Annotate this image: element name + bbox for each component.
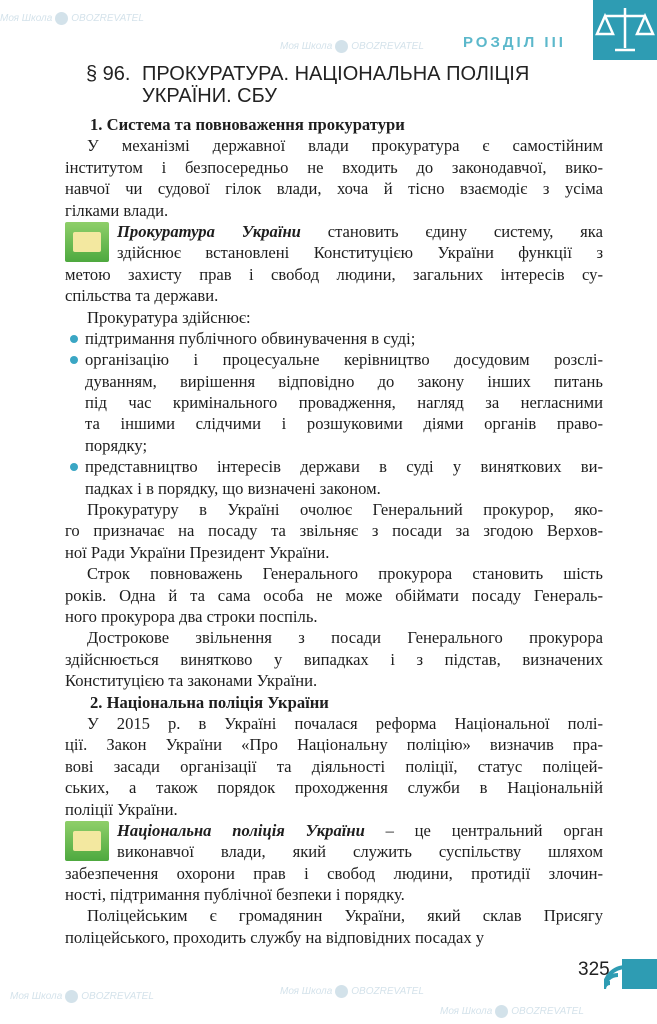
line-text: – це центральний орган [364, 820, 603, 840]
line-text: Прокуратура здійснює: [87, 307, 251, 327]
text-line [65, 157, 603, 178]
text-line [65, 863, 603, 884]
text-line [65, 649, 603, 670]
text-line [65, 841, 603, 862]
text-line [65, 670, 603, 691]
watermark: Моя Школа OBOZREVATEL [280, 41, 424, 53]
line-text: здійснюється винятково у випадках і з підстав, визначених [65, 649, 603, 669]
bullet-item-line [65, 456, 603, 477]
bullet-item-line [65, 349, 603, 370]
line-text: У механізмі державної влади прокуратура є самостійним [87, 136, 603, 156]
line-text: забезпечення охорони прав і свобод людини, протидії злочин- [65, 863, 603, 883]
definition-term: Прокуратура України [117, 221, 301, 241]
text-line [65, 734, 603, 755]
text-line [65, 200, 603, 221]
section-heading: 2. Національна поліція України [90, 692, 329, 712]
page-number: 325 [578, 959, 610, 980]
line-text: гілками влади. [65, 200, 169, 220]
bullet-item-line [65, 478, 603, 499]
section-corner-tab [593, 0, 657, 60]
title-line-2: УКРАЇНИ. СБУ [142, 85, 277, 107]
line-text: організацію і процесуальне керівництво досудовим розслі- [85, 350, 603, 370]
line-text: поліції України. [65, 799, 178, 819]
bullet-item-line [65, 371, 603, 392]
line-text: го призначає на посаду та звільняє з посади за згодою Верхов- [65, 521, 603, 541]
text-line [65, 606, 603, 627]
bullet-item-line [65, 435, 603, 456]
line-text: та іншими слідчими і розшуковими діями органів право- [85, 414, 603, 434]
line-text: здійснює встановлені Конституцією України функції з [117, 243, 603, 263]
text-line [65, 756, 603, 777]
line-text: ських, а також порядок проходження служби в Національній [65, 778, 603, 798]
watermark: Моя Школа OBOZREVATEL [280, 986, 424, 998]
scales-icon [593, 0, 657, 60]
text-line [65, 927, 603, 948]
line-text: У 2015 р. в Україні почалася реформа Національної полі- [87, 713, 603, 733]
text-line [65, 884, 603, 905]
line-text: падках і в порядку, що визначені законом. [85, 478, 381, 498]
text-line [65, 905, 603, 926]
line-text: представництво інтересів держави в суді у виняткових ви- [85, 457, 603, 477]
line-text: під час кримінального провадження, нагляд за негласними [85, 393, 603, 413]
section-label: РОЗДІЛ III [463, 34, 566, 51]
text-line [65, 221, 603, 242]
text-line [65, 627, 603, 648]
line-text: ції. Закон України «Про Національну поліцію» визначив пра- [65, 735, 603, 755]
text-line [65, 178, 603, 199]
line-text: виконавчої влади, який служить суспільству шляхом [117, 842, 603, 862]
text-line [65, 713, 603, 734]
text-line [65, 307, 603, 328]
watermark: Моя Школа OBOZREVATEL [440, 1006, 584, 1018]
line-text: ної Ради України Президент України. [65, 542, 330, 562]
text-line [65, 285, 603, 306]
text-line [65, 135, 603, 156]
text-line [65, 520, 603, 541]
line-text: Дострокове звільнення з посади Генерального прокурора [87, 628, 603, 648]
text-line [65, 499, 603, 520]
line-text: становить єдину систему, яка [300, 221, 603, 241]
paragraph-number: § 96. [86, 63, 131, 85]
line-text: Прокуратуру в Україні очолює Генеральний прокурор, яко- [87, 500, 603, 520]
watermark: Моя Школа OBOZREVATEL [10, 991, 154, 1003]
text-line [65, 542, 603, 563]
line-text: Строк повноважень Генерального прокурора становить шість [87, 564, 603, 584]
line-text: метою захисту прав і свобод людини, загальних інтересів су- [65, 264, 603, 284]
law-book-icon [65, 222, 109, 262]
line-text: спільства та держави. [65, 286, 219, 306]
line-text: підтримання публічного обвинувачення в суді; [85, 328, 416, 348]
bullet-item-line [65, 392, 603, 413]
page-title [86, 63, 606, 107]
text-line [65, 585, 603, 606]
text-line [65, 820, 603, 841]
text-line [65, 563, 603, 584]
watermark: Моя Школа OBOZREVATEL [0, 13, 144, 25]
line-text: навчої чи судової гілок влади, хоча й тісно взаємодіє з усіма [65, 179, 603, 199]
bullet-icon [70, 463, 78, 471]
text-line [65, 799, 603, 820]
line-text: вові засади організації та діяльності поліції, статус поліцей- [65, 756, 603, 776]
definition-term: Національна поліція України [117, 820, 365, 840]
line-text: поліцейського, проходить службу на відповідних посадах у [65, 927, 485, 947]
bullet-item-line [65, 328, 603, 349]
line-text: порядку; [85, 435, 148, 455]
title-line-1: ПРОКУРАТУРА. НАЦІОНАЛЬНА ПОЛІЦІЯ [142, 63, 530, 85]
line-text: інститутом і безпосередньо не входить до законодавчої, вико- [65, 157, 603, 177]
bullet-icon [70, 356, 78, 364]
bullet-icon [70, 335, 78, 343]
line-text: Конституцією та законами України. [65, 671, 318, 691]
text-line [65, 264, 603, 285]
page-wave-icon [604, 955, 657, 991]
line-text: ного прокурора два строки поспіль. [65, 606, 318, 626]
law-book-icon [65, 821, 109, 861]
line-text: Поліцейським є громадянин України, який склав Присягу [87, 906, 603, 926]
bullet-item-line [65, 413, 603, 434]
body-text [65, 114, 603, 948]
line-text: ності, підтримання публічної безпеки і порядку. [65, 885, 405, 905]
section-heading: 1. Система та повноваження прокуратури [90, 115, 405, 134]
text-line [65, 242, 603, 263]
text-line [65, 777, 603, 798]
line-text: дуванням, вирішення відповідно до закону інших питань [85, 371, 603, 391]
line-text: років. Одна й та сама особа не може обіймати посаду Генераль- [65, 585, 603, 605]
